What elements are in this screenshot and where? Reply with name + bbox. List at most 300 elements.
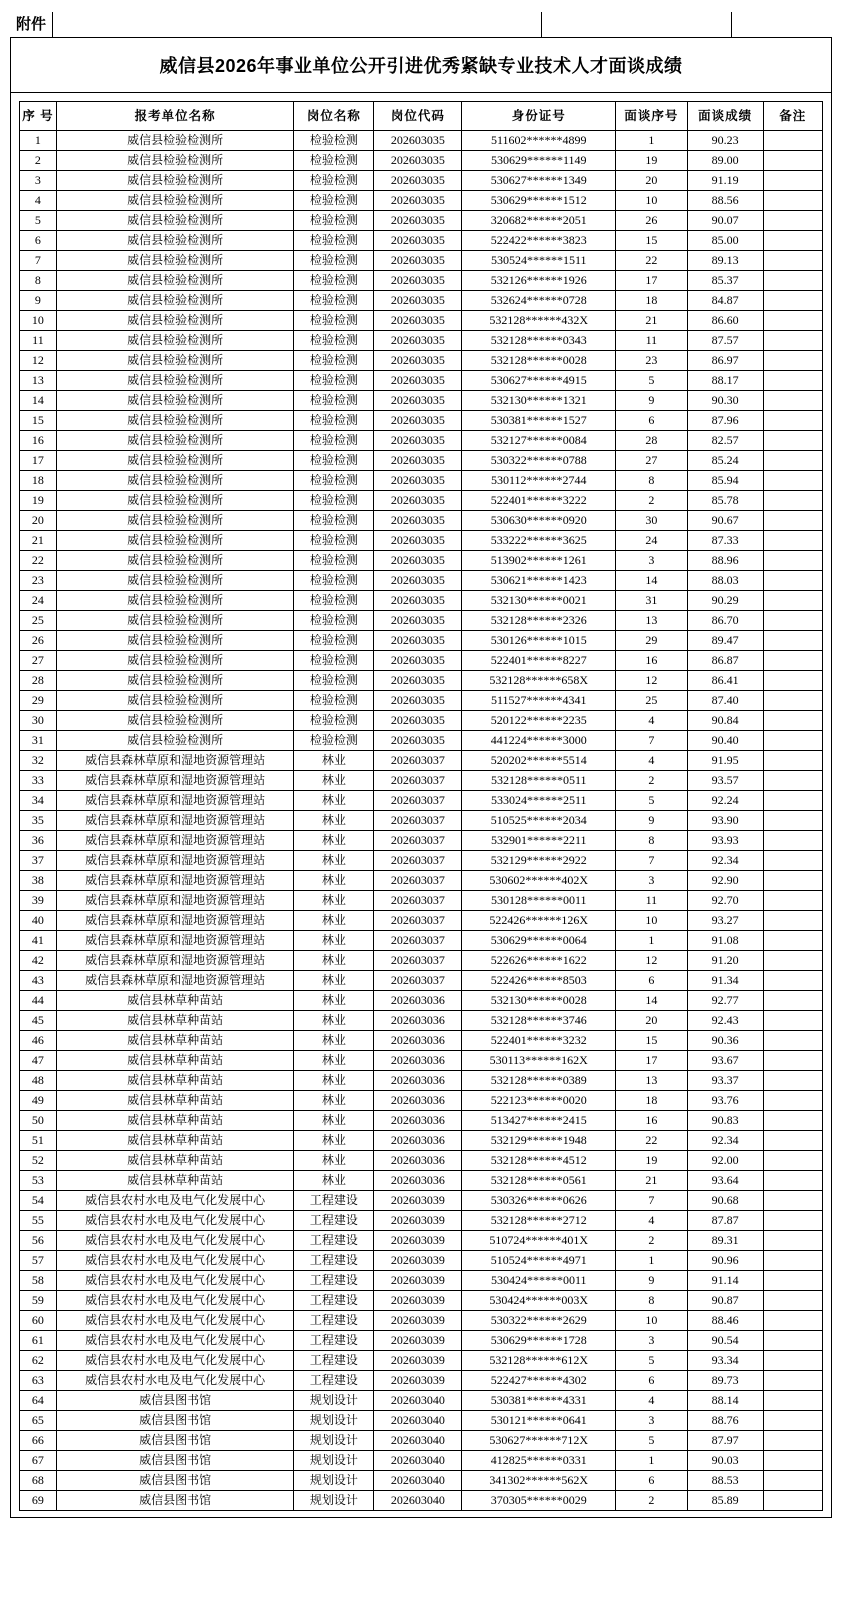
cell-id-number: 522427******4302: [462, 1371, 616, 1391]
cell-remark: [763, 1411, 822, 1431]
cell-index: 13: [20, 371, 57, 391]
cell-interview-no: 15: [616, 231, 688, 251]
cell-score: 90.36: [687, 1031, 763, 1051]
cell-post-name: 检验检测: [294, 671, 374, 691]
col-header-remark: 备注: [763, 102, 822, 131]
cell-score: 85.37: [687, 271, 763, 291]
cell-post-name: 检验检测: [294, 491, 374, 511]
table-row: [20, 871, 823, 891]
cell-unit: 威信县森林草原和湿地资源管理站: [56, 751, 294, 771]
col-header-id-number: 身份证号: [462, 102, 616, 131]
cell-unit: 威信县图书馆: [56, 1451, 294, 1471]
cell-interview-no: 25: [616, 691, 688, 711]
cell-post-name: 规划设计: [294, 1451, 374, 1471]
cell-unit: 威信县检验检测所: [56, 131, 294, 151]
cell-post-name: 检验检测: [294, 651, 374, 671]
cell-index: 47: [20, 1051, 57, 1071]
cell-interview-no: 20: [616, 171, 688, 191]
cell-interview-no: 11: [616, 331, 688, 351]
cell-interview-no: 22: [616, 1131, 688, 1151]
cell-id-number: 530112******2744: [462, 471, 616, 491]
cell-unit: 威信县农村水电及电气化发展中心: [56, 1231, 294, 1251]
cell-id-number: 522401******3232: [462, 1031, 616, 1051]
table-row: [20, 391, 823, 411]
cell-id-number: 532127******0084: [462, 431, 616, 451]
table-row: [20, 151, 823, 171]
cell-id-number: 511602******4899: [462, 131, 616, 151]
cell-unit: 威信县检验检测所: [56, 171, 294, 191]
table-row: [20, 291, 823, 311]
cell-interview-no: 3: [616, 871, 688, 891]
cell-post-code: 202603036: [374, 1131, 462, 1151]
table-row: [20, 411, 823, 431]
cell-unit: 威信县图书馆: [56, 1411, 294, 1431]
cell-remark: [763, 271, 822, 291]
cell-interview-no: 5: [616, 371, 688, 391]
cell-score: 92.43: [687, 1011, 763, 1031]
cell-interview-no: 26: [616, 211, 688, 231]
cell-remark: [763, 471, 822, 491]
cell-index: 26: [20, 631, 57, 651]
cell-id-number: 510525******2034: [462, 811, 616, 831]
cell-index: 16: [20, 431, 57, 451]
cell-unit: 威信县检验检测所: [56, 551, 294, 571]
cell-score: 85.00: [687, 231, 763, 251]
cell-post-name: 检验检测: [294, 551, 374, 571]
table-row: [20, 1151, 823, 1171]
cell-score: 84.87: [687, 291, 763, 311]
cell-post-code: 202603036: [374, 991, 462, 1011]
cell-id-number: 532130******0028: [462, 991, 616, 1011]
cell-unit: 威信县检验检测所: [56, 271, 294, 291]
cell-id-number: 532128******0561: [462, 1171, 616, 1191]
cell-interview-no: 18: [616, 1091, 688, 1111]
cell-id-number: 511527******4341: [462, 691, 616, 711]
cell-index: 65: [20, 1411, 57, 1431]
cell-id-number: 530629******1512: [462, 191, 616, 211]
cell-remark: [763, 711, 822, 731]
table-row: [20, 991, 823, 1011]
grades-table: [19, 101, 823, 1511]
cell-interview-no: 17: [616, 271, 688, 291]
cell-interview-no: 12: [616, 671, 688, 691]
table-body: [20, 131, 823, 1511]
cell-post-code: 202603035: [374, 231, 462, 251]
cell-score: 92.34: [687, 851, 763, 871]
cell-post-code: 202603039: [374, 1331, 462, 1351]
cell-post-code: 202603039: [374, 1231, 462, 1251]
cell-remark: [763, 211, 822, 231]
cell-interview-no: 3: [616, 1331, 688, 1351]
cell-index: 59: [20, 1291, 57, 1311]
cell-score: 88.96: [687, 551, 763, 571]
cell-post-code: 202603037: [374, 891, 462, 911]
table-row: [20, 1111, 823, 1131]
table-row: [20, 551, 823, 571]
cell-remark: [763, 171, 822, 191]
table-row: [20, 351, 823, 371]
table-row: [20, 271, 823, 291]
cell-unit: 威信县林草种苗站: [56, 1051, 294, 1071]
cell-post-code: 202603036: [374, 1071, 462, 1091]
cell-post-name: 规划设计: [294, 1471, 374, 1491]
cell-interview-no: 21: [616, 1171, 688, 1191]
cell-index: 32: [20, 751, 57, 771]
cell-id-number: 532901******2211: [462, 831, 616, 851]
cell-score: 91.08: [687, 931, 763, 951]
cell-unit: 威信县检验检测所: [56, 351, 294, 371]
cell-index: 20: [20, 511, 57, 531]
cell-post-name: 检验检测: [294, 371, 374, 391]
cell-id-number: 530627******4915: [462, 371, 616, 391]
cell-id-number: 522626******1622: [462, 951, 616, 971]
table-row: [20, 1311, 823, 1331]
cell-score: 89.00: [687, 151, 763, 171]
cell-post-name: 林业: [294, 1011, 374, 1031]
table-row: [20, 491, 823, 511]
cell-index: 34: [20, 791, 57, 811]
cell-score: 87.87: [687, 1211, 763, 1231]
table-row: [20, 1011, 823, 1031]
cell-remark: [763, 231, 822, 251]
table-row: [20, 651, 823, 671]
cell-unit: 威信县森林草原和湿地资源管理站: [56, 831, 294, 851]
cell-index: 39: [20, 891, 57, 911]
cell-post-name: 规划设计: [294, 1411, 374, 1431]
cell-score: 93.27: [687, 911, 763, 931]
table-row: [20, 251, 823, 271]
cell-index: 54: [20, 1191, 57, 1211]
cell-index: 66: [20, 1431, 57, 1451]
cell-remark: [763, 991, 822, 1011]
cell-index: 7: [20, 251, 57, 271]
cell-score: 87.40: [687, 691, 763, 711]
cell-post-name: 检验检测: [294, 331, 374, 351]
cell-score: 90.30: [687, 391, 763, 411]
cell-remark: [763, 291, 822, 311]
cell-unit: 威信县森林草原和湿地资源管理站: [56, 891, 294, 911]
cell-post-name: 工程建设: [294, 1211, 374, 1231]
cell-post-code: 202603035: [374, 431, 462, 451]
cell-post-code: 202603035: [374, 551, 462, 571]
cell-index: 23: [20, 571, 57, 591]
cell-id-number: 532128******0343: [462, 331, 616, 351]
cell-post-name: 检验检测: [294, 431, 374, 451]
table-row: [20, 691, 823, 711]
table-row: [20, 1171, 823, 1191]
cell-remark: [763, 151, 822, 171]
cell-unit: 威信县林草种苗站: [56, 1091, 294, 1111]
cell-post-name: 工程建设: [294, 1311, 374, 1331]
cell-unit: 威信县农村水电及电气化发展中心: [56, 1371, 294, 1391]
cell-post-name: 林业: [294, 811, 374, 831]
cell-unit: 威信县林草种苗站: [56, 1131, 294, 1151]
cell-unit: 威信县检验检测所: [56, 671, 294, 691]
cell-remark: [763, 691, 822, 711]
cell-id-number: 441224******3000: [462, 731, 616, 751]
cell-index: 63: [20, 1371, 57, 1391]
cell-remark: [763, 911, 822, 931]
cell-score: 91.95: [687, 751, 763, 771]
cell-unit: 威信县检验检测所: [56, 211, 294, 231]
cell-index: 38: [20, 871, 57, 891]
cell-remark: [763, 371, 822, 391]
table-row: [20, 1211, 823, 1231]
cell-post-name: 检验检测: [294, 311, 374, 331]
cell-unit: 威信县林草种苗站: [56, 1071, 294, 1091]
cell-remark: [763, 391, 822, 411]
cell-interview-no: 2: [616, 771, 688, 791]
cell-unit: 威信县检验检测所: [56, 711, 294, 731]
cell-post-name: 检验检测: [294, 731, 374, 751]
cell-score: 92.00: [687, 1151, 763, 1171]
table-row: [20, 771, 823, 791]
cell-post-code: 202603035: [374, 651, 462, 671]
cell-post-name: 林业: [294, 951, 374, 971]
table-row: [20, 671, 823, 691]
cell-interview-no: 5: [616, 1431, 688, 1451]
cell-score: 90.68: [687, 1191, 763, 1211]
cell-score: 88.53: [687, 1471, 763, 1491]
table-row: [20, 931, 823, 951]
cell-index: 30: [20, 711, 57, 731]
cell-post-name: 林业: [294, 751, 374, 771]
cell-unit: 威信县检验检测所: [56, 571, 294, 591]
cell-id-number: 533222******3625: [462, 531, 616, 551]
cell-unit: 威信县森林草原和湿地资源管理站: [56, 771, 294, 791]
cell-unit: 威信县检验检测所: [56, 531, 294, 551]
cell-post-name: 林业: [294, 891, 374, 911]
col-header-index: 序 号: [20, 102, 57, 131]
cell-remark: [763, 1391, 822, 1411]
cell-index: 29: [20, 691, 57, 711]
cell-post-code: 202603037: [374, 871, 462, 891]
cell-index: 31: [20, 731, 57, 751]
cell-post-code: 202603035: [374, 671, 462, 691]
cell-index: 60: [20, 1311, 57, 1331]
cell-score: 90.03: [687, 1451, 763, 1471]
cell-index: 18: [20, 471, 57, 491]
cell-score: 85.89: [687, 1491, 763, 1511]
cell-score: 93.90: [687, 811, 763, 831]
cell-unit: 威信县图书馆: [56, 1431, 294, 1451]
cell-id-number: 532126******1926: [462, 271, 616, 291]
table-row: [20, 1451, 823, 1471]
cell-post-code: 202603037: [374, 791, 462, 811]
cell-post-code: 202603035: [374, 731, 462, 751]
cell-post-name: 检验检测: [294, 471, 374, 491]
cell-remark: [763, 1031, 822, 1051]
cell-unit: 威信县林草种苗站: [56, 1031, 294, 1051]
cell-index: 28: [20, 671, 57, 691]
cell-index: 56: [20, 1231, 57, 1251]
cell-id-number: 530627******1349: [462, 171, 616, 191]
cell-post-code: 202603035: [374, 571, 462, 591]
cell-post-code: 202603036: [374, 1011, 462, 1031]
cell-score: 90.29: [687, 591, 763, 611]
table-head: [20, 102, 823, 131]
cell-index: 40: [20, 911, 57, 931]
cell-post-code: 202603035: [374, 331, 462, 351]
cell-interview-no: 29: [616, 631, 688, 651]
cell-id-number: 532130******0021: [462, 591, 616, 611]
cell-id-number: 530322******2629: [462, 1311, 616, 1331]
cell-unit: 威信县农村水电及电气化发展中心: [56, 1271, 294, 1291]
cell-score: 87.96: [687, 411, 763, 431]
cell-interview-no: 8: [616, 831, 688, 851]
cell-post-code: 202603037: [374, 771, 462, 791]
cell-post-name: 检验检测: [294, 151, 374, 171]
cell-interview-no: 13: [616, 611, 688, 631]
cell-id-number: 510724******401X: [462, 1231, 616, 1251]
cell-id-number: 532128******432X: [462, 311, 616, 331]
cell-id-number: 530126******1015: [462, 631, 616, 651]
cell-post-name: 规划设计: [294, 1431, 374, 1451]
cell-score: 85.94: [687, 471, 763, 491]
cell-interview-no: 14: [616, 991, 688, 1011]
cell-interview-no: 13: [616, 1071, 688, 1091]
cell-id-number: 532129******2922: [462, 851, 616, 871]
cell-index: 53: [20, 1171, 57, 1191]
cell-remark: [763, 631, 822, 651]
cell-score: 93.76: [687, 1091, 763, 1111]
table-row: [20, 331, 823, 351]
cell-unit: 威信县图书馆: [56, 1391, 294, 1411]
cell-post-name: 检验检测: [294, 271, 374, 291]
cell-post-code: 202603040: [374, 1391, 462, 1411]
cell-post-code: 202603035: [374, 711, 462, 731]
cell-remark: [763, 331, 822, 351]
cell-remark: [763, 891, 822, 911]
cell-post-code: 202603036: [374, 1111, 462, 1131]
cell-remark: [763, 1351, 822, 1371]
cell-interview-no: 19: [616, 151, 688, 171]
cell-id-number: 530121******0641: [462, 1411, 616, 1431]
cell-interview-no: 10: [616, 191, 688, 211]
cell-post-code: 202603035: [374, 451, 462, 471]
table-row: [20, 371, 823, 391]
cell-interview-no: 9: [616, 1271, 688, 1291]
cell-unit: 威信县森林草原和湿地资源管理站: [56, 951, 294, 971]
cell-post-code: 202603039: [374, 1311, 462, 1331]
table-row: [20, 431, 823, 451]
cell-post-name: 林业: [294, 911, 374, 931]
cell-remark: [763, 1151, 822, 1171]
cell-index: 5: [20, 211, 57, 231]
cell-unit: 威信县林草种苗站: [56, 1151, 294, 1171]
cell-score: 86.87: [687, 651, 763, 671]
cell-interview-no: 17: [616, 1051, 688, 1071]
table-row: [20, 571, 823, 591]
cell-post-name: 检验检测: [294, 691, 374, 711]
cell-post-code: 202603039: [374, 1371, 462, 1391]
cell-unit: 威信县森林草原和湿地资源管理站: [56, 791, 294, 811]
cell-score: 93.34: [687, 1351, 763, 1371]
cell-interview-no: 6: [616, 971, 688, 991]
cell-post-name: 林业: [294, 1171, 374, 1191]
cell-index: 42: [20, 951, 57, 971]
cell-score: 92.70: [687, 891, 763, 911]
cell-remark: [763, 931, 822, 951]
cell-index: 11: [20, 331, 57, 351]
cell-id-number: 522123******0020: [462, 1091, 616, 1111]
cell-score: 93.64: [687, 1171, 763, 1191]
cell-post-name: 检验检测: [294, 171, 374, 191]
cell-remark: [763, 1051, 822, 1071]
cell-id-number: 530326******0626: [462, 1191, 616, 1211]
cell-post-code: 202603036: [374, 1171, 462, 1191]
cell-index: 22: [20, 551, 57, 571]
cell-id-number: 522401******8227: [462, 651, 616, 671]
cell-post-name: 检验检测: [294, 631, 374, 651]
cell-remark: [763, 1471, 822, 1491]
cell-interview-no: 4: [616, 1391, 688, 1411]
table-row: [20, 1351, 823, 1371]
cell-post-code: 202603040: [374, 1411, 462, 1431]
cell-score: 90.83: [687, 1111, 763, 1131]
cell-score: 88.76: [687, 1411, 763, 1431]
attachment-rule-end: [732, 12, 832, 38]
cell-remark: [763, 1011, 822, 1031]
cell-score: 90.87: [687, 1291, 763, 1311]
cell-remark: [763, 411, 822, 431]
cell-unit: 威信县检验检测所: [56, 451, 294, 471]
attachment-header-row: [10, 8, 832, 38]
cell-interview-no: 12: [616, 951, 688, 971]
table-row: [20, 511, 823, 531]
cell-post-name: 检验检测: [294, 611, 374, 631]
cell-post-code: 202603035: [374, 211, 462, 231]
cell-index: 50: [20, 1111, 57, 1131]
table-row: [20, 1291, 823, 1311]
table-row: [20, 711, 823, 731]
cell-score: 90.67: [687, 511, 763, 531]
cell-remark: [763, 831, 822, 851]
table-row: [20, 831, 823, 851]
cell-index: 8: [20, 271, 57, 291]
cell-score: 90.96: [687, 1251, 763, 1271]
cell-remark: [763, 1451, 822, 1471]
cell-post-code: 202603039: [374, 1271, 462, 1291]
cell-interview-no: 30: [616, 511, 688, 531]
cell-id-number: 522422******3823: [462, 231, 616, 251]
cell-post-name: 工程建设: [294, 1191, 374, 1211]
cell-index: 64: [20, 1391, 57, 1411]
cell-interview-no: 24: [616, 531, 688, 551]
cell-score: 86.41: [687, 671, 763, 691]
cell-interview-no: 2: [616, 1491, 688, 1511]
cell-remark: [763, 1371, 822, 1391]
cell-index: 1: [20, 131, 57, 151]
cell-post-code: 202603035: [374, 691, 462, 711]
cell-interview-no: 20: [616, 1011, 688, 1031]
cell-interview-no: 18: [616, 291, 688, 311]
cell-interview-no: 7: [616, 1191, 688, 1211]
table-row: [20, 131, 823, 151]
cell-score: 93.57: [687, 771, 763, 791]
cell-remark: [763, 1071, 822, 1091]
cell-id-number: 532128******2326: [462, 611, 616, 631]
cell-unit: 威信县林草种苗站: [56, 991, 294, 1011]
col-header-post-name: 岗位名称: [294, 102, 374, 131]
cell-post-name: 工程建设: [294, 1271, 374, 1291]
cell-remark: [763, 251, 822, 271]
table-row: [20, 231, 823, 251]
cell-post-name: 工程建设: [294, 1231, 374, 1251]
cell-index: 12: [20, 351, 57, 371]
cell-unit: 威信县检验检测所: [56, 491, 294, 511]
attachment-label: 附件: [10, 12, 53, 38]
